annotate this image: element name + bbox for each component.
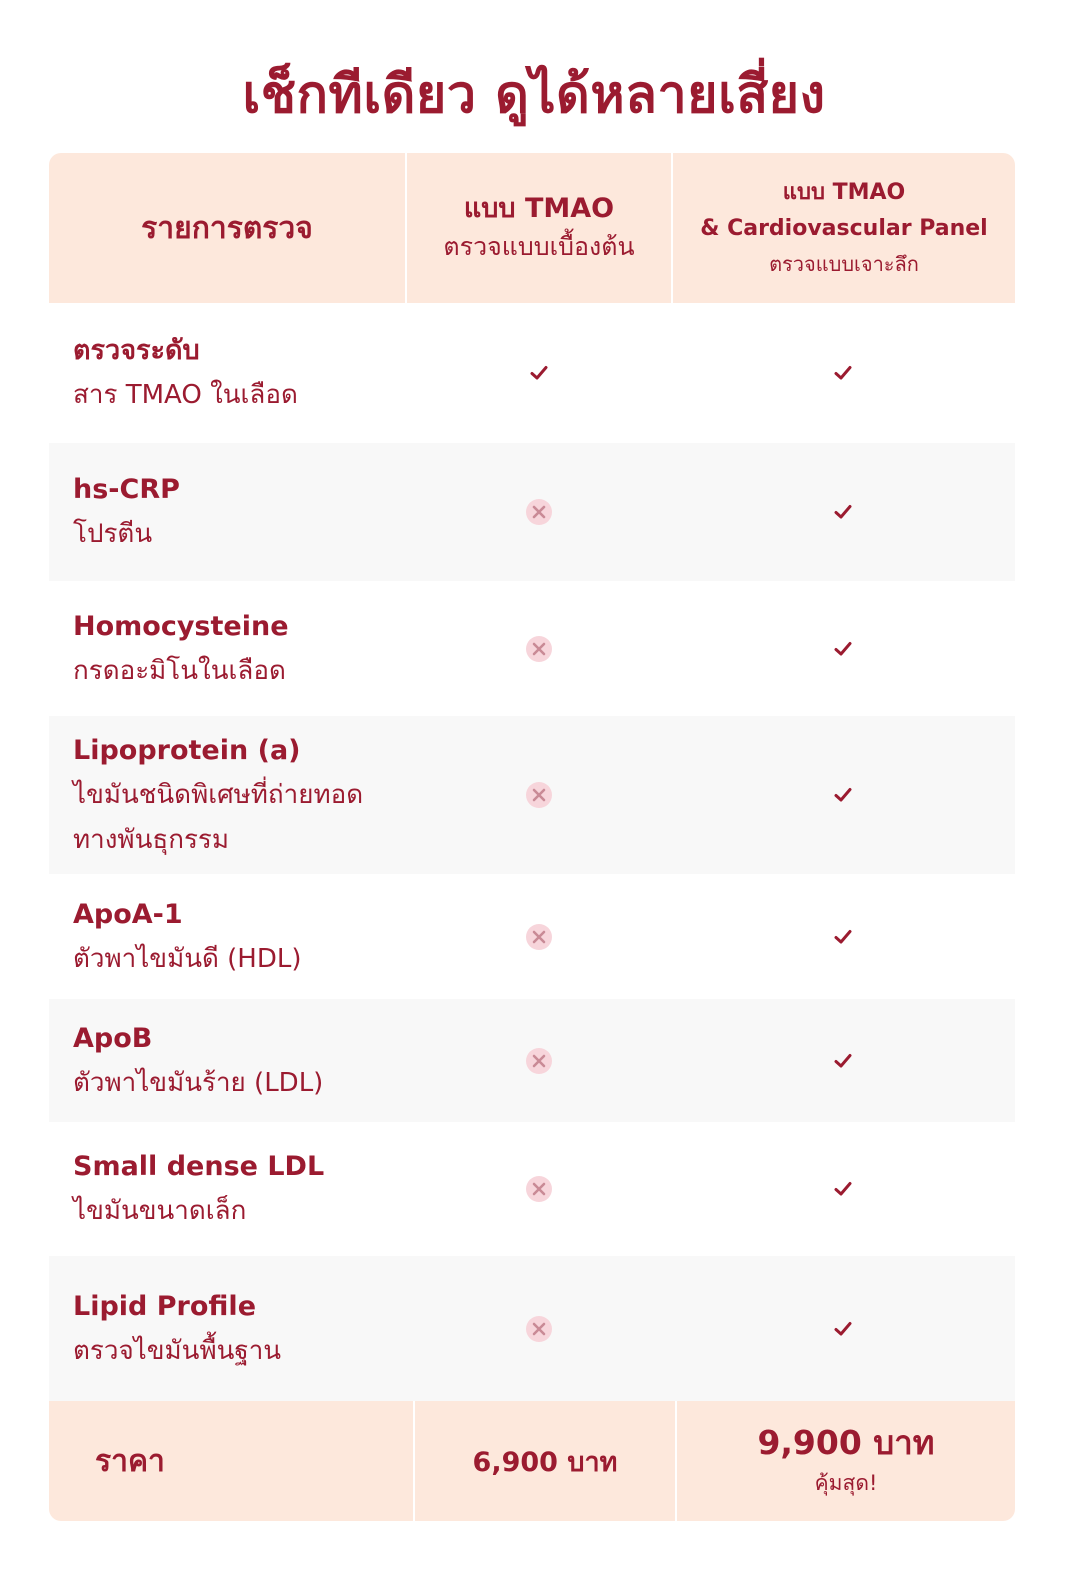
- check-icon: [829, 923, 857, 951]
- check-icon: [829, 1315, 857, 1343]
- row-title: ApoB: [73, 1022, 153, 1054]
- check-icon: [525, 359, 553, 387]
- cross-icon: [525, 635, 553, 663]
- price-deep: 9,900 บาท: [757, 1423, 935, 1462]
- table-row: [49, 999, 1015, 1122]
- header-deep-name-1: แบบ TMAO: [782, 180, 906, 205]
- header-deep-sub: ตรวจแบบเจาะลึก: [769, 252, 919, 276]
- header-basic-sub: ตรวจแบบเบื้องต้น: [443, 232, 635, 261]
- header-deep-name-2: & Cardiovascular Panel: [700, 216, 988, 241]
- check-icon: [829, 359, 857, 387]
- header-cell-items: [49, 153, 405, 303]
- page-title: เช็กทีเดียว ดูได้หลายเสี่ยง: [242, 65, 826, 125]
- row-title: ตรวจระดับ: [73, 335, 200, 366]
- row-subtitle-2: ทางพันธุกรรม: [73, 824, 230, 855]
- check-icon: [829, 1047, 857, 1075]
- row-subtitle: ตรวจไขมันพื้นฐาน: [73, 1335, 282, 1366]
- row-title: ApoA-1: [73, 898, 183, 930]
- table-row: [49, 874, 1015, 999]
- cross-icon: [525, 498, 553, 526]
- row-subtitle: สาร TMAO ในเลือด: [73, 380, 298, 410]
- row-title: Small dense LDL: [73, 1151, 325, 1182]
- cross-icon: [525, 923, 553, 951]
- price-cell-label: [49, 1401, 413, 1521]
- row-text: [73, 874, 433, 999]
- check-icon: [829, 498, 857, 526]
- row-subtitle: ตัวพาไขมันดี (HDL): [73, 943, 302, 974]
- row-text: [73, 1122, 433, 1256]
- row-text: [73, 716, 433, 874]
- cross-icon: [525, 1175, 553, 1203]
- table-row: [49, 303, 1015, 443]
- price-cell-deep: [677, 1401, 1015, 1521]
- row-subtitle: กรดอะมิโนในเลือด: [73, 655, 286, 686]
- row-subtitle: ตัวพาไขมันร้าย (LDL): [73, 1067, 324, 1098]
- cross-icon: [525, 781, 553, 809]
- price-row: [49, 1401, 1015, 1521]
- price-cell-basic: [415, 1401, 675, 1521]
- table-row: [49, 581, 1015, 716]
- table-row: [49, 1256, 1015, 1401]
- table-row: [49, 1122, 1015, 1256]
- row-title: Lipoprotein (a): [73, 734, 301, 766]
- price-basic: 6,900 บาท: [472, 1446, 618, 1478]
- cross-icon: [525, 1047, 553, 1075]
- row-title: Homocysteine: [73, 610, 289, 642]
- row-text: [73, 581, 433, 716]
- header-cell-basic: [407, 153, 671, 303]
- row-subtitle: ไขมันชนิดพิเศษที่ถ่ายทอด: [73, 779, 364, 810]
- row-text: [73, 999, 433, 1122]
- cross-icon: [525, 1315, 553, 1343]
- row-title: Lipid Profile: [73, 1290, 257, 1322]
- check-icon: [829, 1175, 857, 1203]
- check-icon: [829, 635, 857, 663]
- header-items-label: รายการตรวจ: [141, 210, 313, 246]
- row-subtitle: ไขมันขนาดเล็ก: [73, 1196, 247, 1226]
- header-cell-deep: [673, 153, 1015, 303]
- row-title: hs-CRP: [73, 474, 180, 505]
- row-text: [73, 1256, 433, 1401]
- price-deep-note: คุ้มสุด!: [814, 1471, 878, 1495]
- price-label: ราคา: [95, 1443, 165, 1479]
- table-row: [49, 443, 1015, 581]
- row-subtitle: โปรตีน: [73, 519, 153, 549]
- row-text: [73, 303, 433, 443]
- check-icon: [829, 781, 857, 809]
- header-basic-name: แบบ TMAO: [463, 193, 615, 224]
- table-row: [49, 716, 1015, 874]
- comparison-table: [49, 153, 1015, 1521]
- row-text: [73, 443, 433, 581]
